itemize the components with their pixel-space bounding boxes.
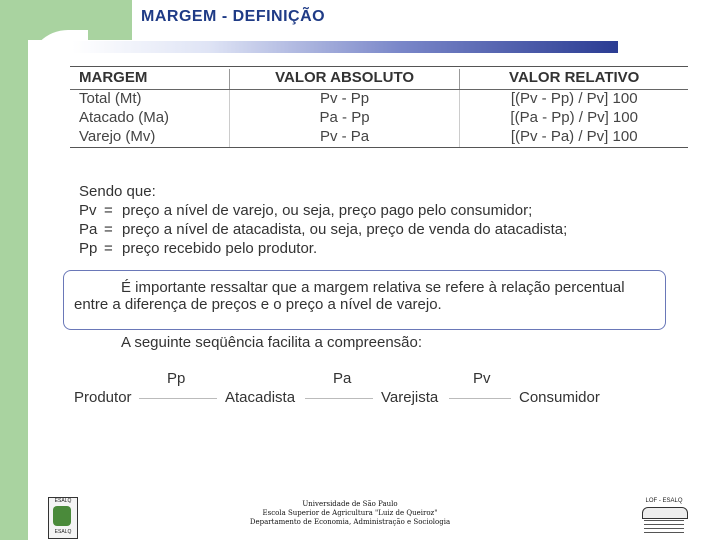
- table-cell: [(Pv - Pp) / Pv] 100: [510, 90, 638, 107]
- margin-table: [70, 66, 688, 148]
- header-valor-relativo: VALOR RELATIVO: [509, 69, 640, 86]
- lof-esalq-logo: [636, 498, 692, 538]
- logo-lines-icon: [644, 520, 684, 536]
- table-cell: [(Pv - Pa) / Pv] 100: [510, 128, 638, 145]
- table-cell: Pv - Pp: [230, 90, 461, 109]
- logo-text: ESALQ: [54, 498, 72, 504]
- flow-connector: [139, 398, 217, 399]
- flow-price-pv: Pv: [473, 370, 491, 387]
- definition-symbol: Pp: [79, 240, 98, 257]
- logo-label: LOF - ESALQ: [645, 498, 683, 504]
- note-line-2: entre a diferença de preços e o preço a nível de varejo.: [74, 296, 442, 313]
- table-cell: Varejo (Mv): [70, 128, 230, 147]
- flow-connector: [449, 398, 511, 399]
- definition-text: preço a nível de varejo, ou seja, preço pago pelo consumidor;: [122, 202, 533, 219]
- definition-symbol: Pv: [79, 202, 97, 219]
- note-line-1: É importante ressaltar que a margem relativa se refere à relação percentual: [121, 279, 625, 296]
- slide-title: MARGEM - DEFINIÇÃO: [141, 8, 326, 25]
- table-header: [70, 69, 688, 90]
- definition-equals: =: [104, 202, 113, 219]
- logo-text: ESALQ: [54, 529, 72, 535]
- sendo-que-label: Sendo que:: [79, 183, 156, 200]
- definition-equals: =: [104, 240, 113, 257]
- logo-emblem-icon: [53, 506, 71, 526]
- definition-text: preço a nível de atacadista, ou seja, preço de venda do atacadista;: [122, 221, 568, 238]
- table-cell: Pa - Pp: [230, 109, 461, 128]
- table-row: [70, 90, 688, 109]
- flow-step-varejista: Varejista: [381, 389, 439, 406]
- footer-line-2: Escola Superior de Agricultura "Luiz de Queiroz": [262, 509, 438, 517]
- definition-symbol: Pa: [79, 221, 98, 238]
- definition-text: preço recebido pelo produtor.: [122, 240, 318, 257]
- table-cell: Atacado (Ma): [70, 109, 230, 128]
- flow-connector: [305, 398, 373, 399]
- table-row: [70, 109, 688, 128]
- table-cell: [(Pa - Pp) / Pv] 100: [510, 109, 638, 126]
- flow-step-atacadista: Atacadista: [225, 389, 296, 406]
- flow-price-pa: Pa: [333, 370, 352, 387]
- table-cell: Total (Mt): [70, 90, 230, 109]
- footer-line-3: Departamento de Economia, Administração e Sociologia: [249, 518, 451, 526]
- flow-step-produtor: Produtor: [74, 389, 132, 406]
- definition-equals: =: [104, 221, 113, 238]
- title-gradient-bar: [72, 41, 618, 53]
- flow-price-pp: Pp: [167, 370, 186, 387]
- left-green-bar: [0, 0, 28, 540]
- header-valor-absoluto: VALOR ABSOLUTO: [230, 69, 461, 89]
- esalq-logo: [48, 497, 78, 539]
- table-row: [70, 128, 688, 147]
- building-icon: [642, 507, 688, 519]
- sequence-intro: A seguinte seqüência facilita a compreensão:: [121, 334, 423, 351]
- flow-step-consumidor: Consumidor: [519, 389, 600, 406]
- table-cell: Pv - Pa: [230, 128, 461, 147]
- footer-line-1: Universidade de São Paulo: [302, 500, 398, 508]
- footer-institution: [200, 500, 500, 527]
- header-margem: MARGEM: [70, 69, 230, 89]
